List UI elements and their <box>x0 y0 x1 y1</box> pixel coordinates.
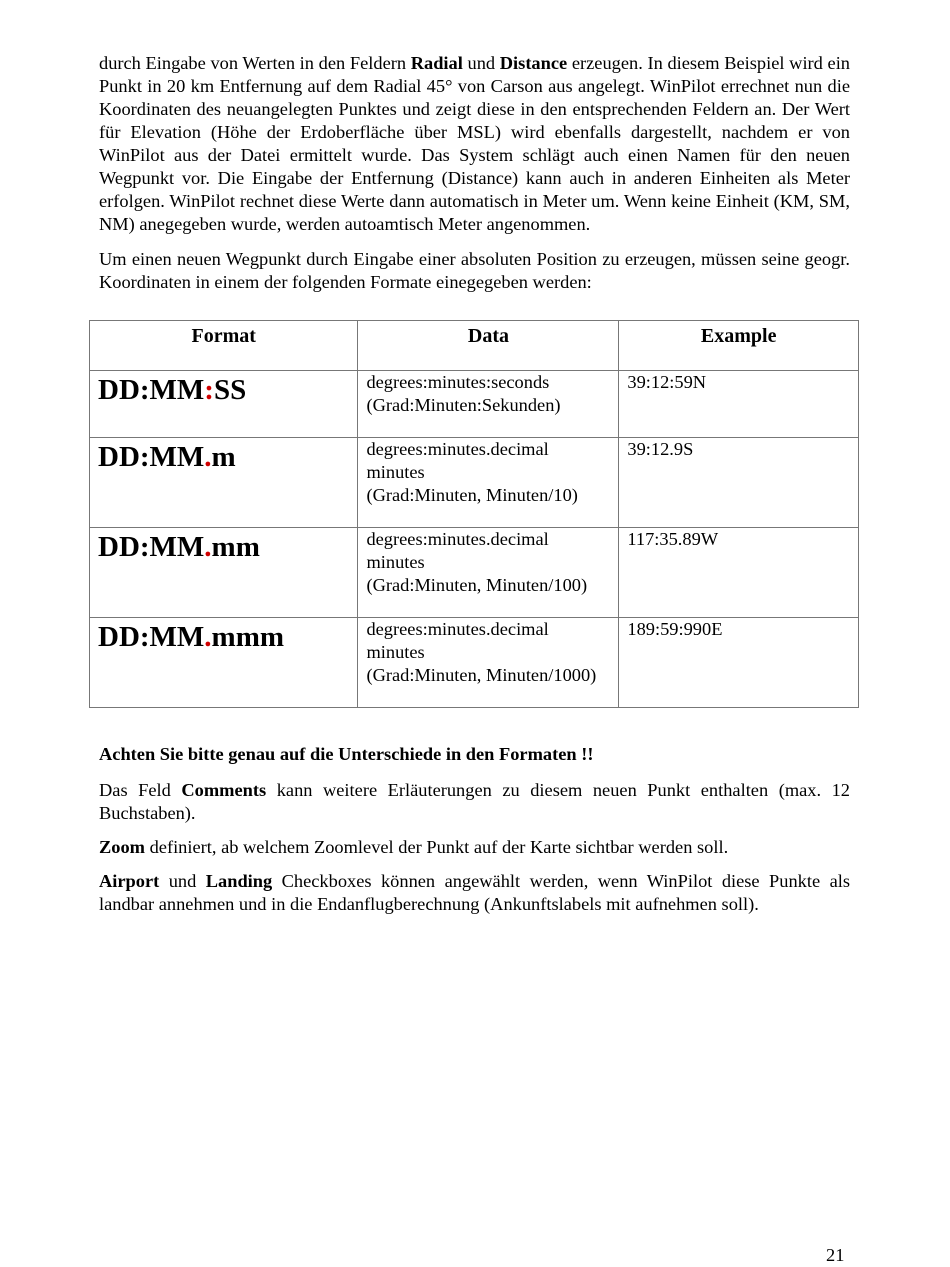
formats-intro-paragraph: Um einen neuen Wegpunkt durch Eingabe einer absoluten Position zu erzeugen, müssen seine geogr. Koordinaten in einem der folgenden Formate einegegeben werden: <box>99 249 850 292</box>
text-run: Das Feld <box>99 780 182 800</box>
intro-text <box>99 52 850 294</box>
notes-section <box>99 743 850 927</box>
field-name-comments: Comments <box>181 780 267 800</box>
example-cell: 39:12.9S <box>619 438 859 528</box>
airport-paragraph <box>99 870 850 916</box>
text-run: definiert, ab welchem Zoomlevel der Punkt auf der Karte sichtbar werden soll. <box>144 837 729 857</box>
data-cell <box>358 371 619 438</box>
zoom-paragraph <box>99 836 850 859</box>
table-header-row <box>90 321 859 371</box>
table-row <box>90 528 859 618</box>
field-name-zoom: Zoom <box>99 837 145 857</box>
field-name-distance: Distance <box>499 53 568 73</box>
data-line: minutes <box>366 462 425 482</box>
example-cell: 117:35.89W <box>619 528 859 618</box>
header-data: Data <box>358 321 619 371</box>
format-code: DD:MM <box>98 374 205 406</box>
data-line: minutes <box>366 642 425 662</box>
data-cell <box>358 618 619 708</box>
format-separator: . <box>204 531 212 563</box>
format-code: DD:MM <box>98 621 205 653</box>
data-line: (Grad:Minuten, Minuten/10) <box>366 485 578 505</box>
page-number: 21 <box>826 1245 845 1265</box>
comments-paragraph <box>99 779 850 825</box>
format-code: DD:MM <box>98 441 205 473</box>
data-line: degrees:minutes.decimal <box>366 619 549 639</box>
text-run: und <box>462 53 500 73</box>
header-example: Example <box>619 321 859 371</box>
data-line: (Grad:Minuten:Sekunden) <box>366 395 561 415</box>
format-code: DD:MM <box>98 531 205 563</box>
text-run: erzeugen. In diesem Beispiel wird ein Punkt in 20 km Entfernung auf dem Radial 45° von Carson aus angelegt. WinPilot errechnet nun die Koordinaten des neuangelegten Punktes und zeigt diese in den entsprechenden Feldern an. Der Wert für Elevation (Höhe der Erdoberfläche über MSL) wird ebenfalls dargestellt, nachdem er von WinPilot aus der Datei ermittelt wurde. Das System schlägt auch einen Namen für den neuen Wegpunkt vor. Die Eingabe der Entfernung (Distance) kann auch in anderen Einheiten als Meter erfolgen. WinPilot rechnet diese Werte dann automatisch in Meter um. Wenn keine Einheit (KM, SM, NM) anegegeben wurde, werden autoamtisch Meter angenommen. <box>99 53 850 234</box>
table-row <box>90 371 859 438</box>
field-name-radial: Radial <box>410 53 463 73</box>
text-run: Checkboxes können angewählt werden, wenn WinPilot diese Punkte als landbar annehmen und in die Endanflugberechnung (Ankunftslabels mit aufnehmen soll). <box>99 871 851 914</box>
coordinate-format-table <box>89 320 859 708</box>
format-separator: : <box>204 374 214 406</box>
header-format: Format <box>90 321 358 371</box>
text-run: kann weitere Erläuterungen zu diesem neuen Punkt enthalten (max. 12 Buchstaben). <box>99 780 850 823</box>
format-code-suffix: m <box>211 441 236 473</box>
field-name-landing: Landing <box>205 871 273 891</box>
format-separator: . <box>204 441 212 473</box>
data-line: (Grad:Minuten, Minuten/100) <box>366 575 588 595</box>
text-run: durch Eingabe von Werten in den Feldern <box>99 53 411 73</box>
format-code-suffix: mmm <box>211 621 285 653</box>
format-separator: . <box>204 621 212 653</box>
format-cell <box>90 371 358 438</box>
data-line: minutes <box>366 552 425 572</box>
data-line: degrees:minutes.decimal <box>366 439 549 459</box>
data-line: (Grad:Minuten, Minuten/1000) <box>366 665 597 685</box>
example-cell: 189:59:990E <box>619 618 859 708</box>
data-line: degrees:minutes.decimal <box>366 529 549 549</box>
warning-note <box>99 743 850 766</box>
format-code-suffix: mm <box>211 531 260 563</box>
example-cell: 39:12:59N <box>619 371 859 438</box>
field-name-airport: Airport <box>99 871 160 891</box>
format-cell <box>90 618 358 708</box>
table-row <box>90 438 859 528</box>
warning-text: Achten Sie bitte genau auf die Unterschiede in den Formaten !! <box>99 744 594 764</box>
data-cell <box>358 438 619 528</box>
format-cell <box>90 528 358 618</box>
intro-paragraph <box>99 52 850 236</box>
format-cell <box>90 438 358 528</box>
format-code-suffix: SS <box>213 374 247 406</box>
table-row <box>90 618 859 708</box>
data-line: degrees:minutes:seconds <box>366 372 550 392</box>
data-cell <box>358 528 619 618</box>
text-run: und <box>159 871 206 891</box>
